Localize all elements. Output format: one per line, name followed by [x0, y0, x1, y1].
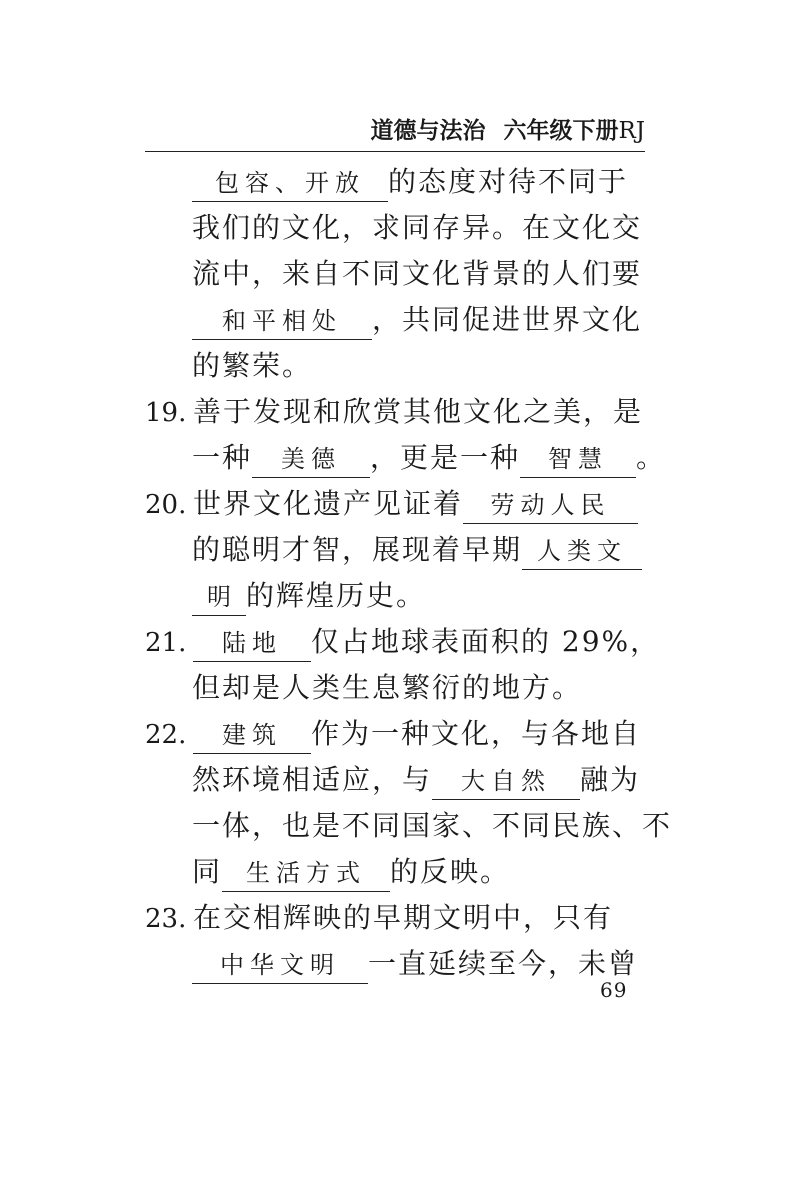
- line-text: 的态度对待不同于: [388, 165, 629, 198]
- question-number: 19.: [145, 398, 187, 428]
- answer-blank: 生活方式: [222, 855, 390, 892]
- question-20: [145, 482, 638, 526]
- text-line: [192, 160, 628, 204]
- question-text: 作为一种文化，与各地自: [311, 717, 642, 750]
- question-number: 20.: [145, 490, 187, 520]
- header-grade: 六年级下册: [503, 118, 619, 144]
- line-text: 融为: [580, 763, 641, 796]
- question-number: 23.: [145, 904, 187, 934]
- line-text: 一直延续至今，未曾: [368, 947, 639, 980]
- answer-blank: 美德: [252, 441, 370, 478]
- question-22: [145, 712, 641, 756]
- text-line: 流中，来自不同文化背景的人们要: [192, 257, 643, 290]
- answer-blank: 人类文: [522, 533, 642, 570]
- question-23: [145, 896, 613, 940]
- question-text: 善于发现和欣赏其他文化之美，是: [193, 395, 644, 428]
- answer-blank: 陆地: [193, 625, 311, 662]
- question-text: 世界文化遗产见证着: [193, 487, 464, 520]
- question-21: [145, 620, 660, 664]
- line-text: 。: [636, 441, 667, 474]
- answer-blank: 劳动人民: [463, 487, 638, 524]
- answer-blank: 大自然: [432, 763, 580, 800]
- line-text: 同: [192, 855, 223, 888]
- line-text: 一种: [192, 441, 253, 474]
- page-header: [145, 112, 645, 152]
- line-text: ，更是一种: [370, 441, 521, 474]
- answer-blank: 包容、开放: [192, 165, 388, 202]
- line-text: 然环境相适应，与: [192, 763, 433, 796]
- line-text: 的辉煌历史。: [246, 579, 427, 612]
- question-number: 21.: [145, 628, 187, 658]
- question-text: 仅占地球表面积的 29%，: [311, 625, 661, 658]
- text-line: 但却是人类生息繁衍的地方。: [192, 671, 583, 704]
- answer-blank: 和平相处: [192, 303, 372, 340]
- answer-blank: 智慧: [520, 441, 636, 478]
- text-line: 一体，也是不同国家、不同民族、不: [192, 809, 673, 842]
- line-text: 的聪明才智，展现着早期: [192, 533, 523, 566]
- header-rule: [145, 151, 645, 152]
- answer-blank: 明: [192, 579, 246, 616]
- text-line: [192, 298, 642, 342]
- header-subject: 道德与法治: [370, 118, 486, 144]
- line-text: ，共同促进世界文化: [372, 303, 643, 336]
- answer-blank: 中华文明: [192, 947, 368, 984]
- question-text: 在交相辉映的早期文明中，只有: [193, 901, 614, 934]
- text-line: [192, 528, 642, 572]
- text-line: [192, 436, 666, 480]
- page-number: 69: [600, 978, 628, 1002]
- text-line: 我们的文化，求同存异。在文化交: [192, 211, 643, 244]
- question-19: [145, 390, 643, 434]
- text-line: [192, 758, 640, 802]
- text-line: [192, 574, 426, 618]
- question-number: 22.: [145, 720, 187, 750]
- answer-blank: 建筑: [193, 717, 311, 754]
- header-edition: RJ: [618, 118, 645, 144]
- line-text: 的反映。: [390, 855, 511, 888]
- text-line: 的繁荣。: [192, 349, 313, 382]
- text-line: [192, 942, 638, 986]
- text-line: [192, 850, 510, 894]
